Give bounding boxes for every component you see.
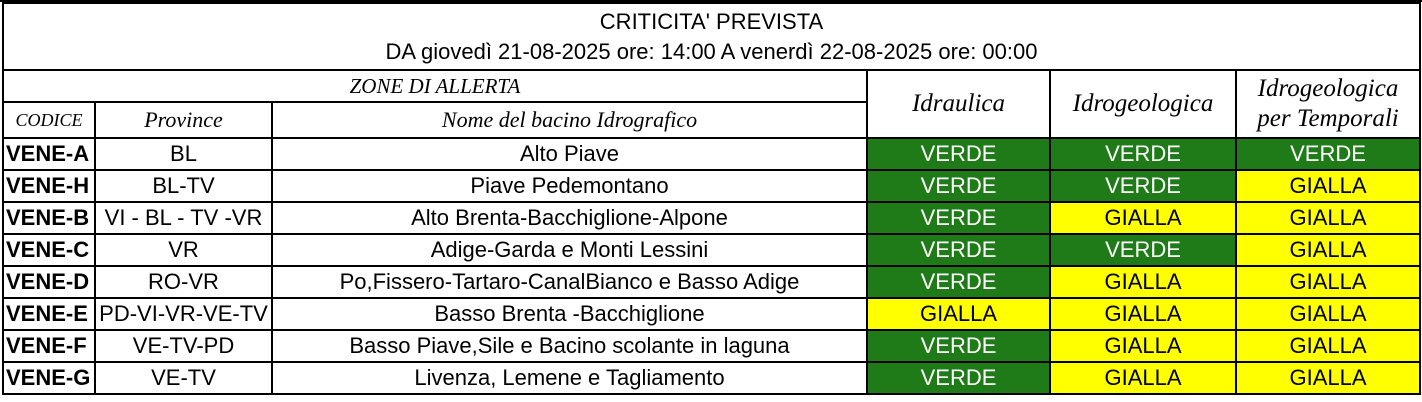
table-row xyxy=(3,202,1420,234)
zone-code: VENE-G xyxy=(3,362,95,394)
idraulica-level-cell: VERDE xyxy=(867,266,1050,298)
zone-province: VI - BL - TV -VR xyxy=(95,202,272,234)
zone-code: VENE-B xyxy=(3,202,95,234)
zone-code: VENE-A xyxy=(3,138,95,170)
temporali-header xyxy=(1236,70,1420,138)
zone-basin: Po,Fissero-Tartaro-CanalBianco e Basso Adige xyxy=(272,266,867,298)
table-row xyxy=(3,362,1420,394)
temporali-level-cell: GIALLA xyxy=(1236,298,1420,330)
table-row xyxy=(3,138,1420,170)
criticality-table xyxy=(2,2,1421,395)
zone-code: VENE-E xyxy=(3,298,95,330)
bacino-header: Nome del bacino Idrografico xyxy=(272,102,867,138)
temporali-level-cell: GIALLA xyxy=(1236,234,1420,266)
zone-basin: Adige-Garda e Monti Lessini xyxy=(272,234,867,266)
table-row xyxy=(3,234,1420,266)
temporali-header-line1: Idrogeologica xyxy=(1257,75,1399,102)
codice-header: CODICE xyxy=(3,102,95,138)
table-row xyxy=(3,266,1420,298)
table-title xyxy=(3,3,1420,70)
idrogeologica-level-cell: VERDE xyxy=(1050,170,1236,202)
zone-code: VENE-D xyxy=(3,266,95,298)
idrogeologica-level-cell: VERDE xyxy=(1050,138,1236,170)
idraulica-level-cell: VERDE xyxy=(867,170,1050,202)
temporali-level-cell: GIALLA xyxy=(1236,330,1420,362)
zone-basin: Alto Brenta-Bacchiglione-Alpone xyxy=(272,202,867,234)
province-header: Province xyxy=(95,102,272,138)
zone-basin: Basso Piave,Sile e Bacino scolante in laguna xyxy=(272,330,867,362)
idraulica-level-cell: GIALLA xyxy=(867,298,1050,330)
idrogeologica-level-cell: GIALLA xyxy=(1050,362,1236,394)
table-row xyxy=(3,298,1420,330)
temporali-level-cell: VERDE xyxy=(1236,138,1420,170)
idraulica-header: Idraulica xyxy=(867,70,1050,138)
temporali-level-cell: GIALLA xyxy=(1236,362,1420,394)
idraulica-level-cell: VERDE xyxy=(867,330,1050,362)
idraulica-level-cell: VERDE xyxy=(867,362,1050,394)
temporali-level-cell: GIALLA xyxy=(1236,266,1420,298)
table-row xyxy=(3,330,1420,362)
temporali-level-cell: GIALLA xyxy=(1236,202,1420,234)
idraulica-level-cell: VERDE xyxy=(867,202,1050,234)
zone-province: BL xyxy=(95,138,272,170)
table-row xyxy=(3,170,1420,202)
zones-group-header: ZONE DI ALLERTA xyxy=(3,70,867,102)
zone-basin: Livenza, Lemene e Tagliamento xyxy=(272,362,867,394)
period-text: DA giovedì 21-08-2025 ore: 14:00 A venerdì 22-08-2025 ore: 00:00 xyxy=(385,38,1038,64)
idraulica-level-cell: VERDE xyxy=(867,234,1050,266)
zone-basin: Basso Brenta -Bacchiglione xyxy=(272,298,867,330)
idrogeologica-level-cell: GIALLA xyxy=(1050,330,1236,362)
zone-code: VENE-C xyxy=(3,234,95,266)
idrogeologica-header: Idrogeologica xyxy=(1050,70,1236,138)
zone-province: RO-VR xyxy=(95,266,272,298)
idraulica-level-cell: VERDE xyxy=(867,138,1050,170)
title-text: CRITICITA' PREVISTA xyxy=(599,8,824,34)
idrogeologica-level-cell: GIALLA xyxy=(1050,202,1236,234)
idrogeologica-level-cell: GIALLA xyxy=(1050,298,1236,330)
zone-province: VE-TV xyxy=(95,362,272,394)
idrogeologica-level-cell: GIALLA xyxy=(1050,266,1236,298)
zone-province: VR xyxy=(95,234,272,266)
zone-basin: Alto Piave xyxy=(272,138,867,170)
zone-province: VE-TV-PD xyxy=(95,330,272,362)
zone-code: VENE-F xyxy=(3,330,95,362)
zone-basin: Piave Pedemontano xyxy=(272,170,867,202)
temporali-header-line2: per Temporali xyxy=(1257,105,1399,132)
zones-body xyxy=(3,138,1420,394)
zone-code: VENE-H xyxy=(3,170,95,202)
idrogeologica-level-cell: VERDE xyxy=(1050,234,1236,266)
zone-province: BL-TV xyxy=(95,170,272,202)
temporali-level-cell: GIALLA xyxy=(1236,170,1420,202)
zone-province: PD-VI-VR-VE-TV xyxy=(95,298,272,330)
